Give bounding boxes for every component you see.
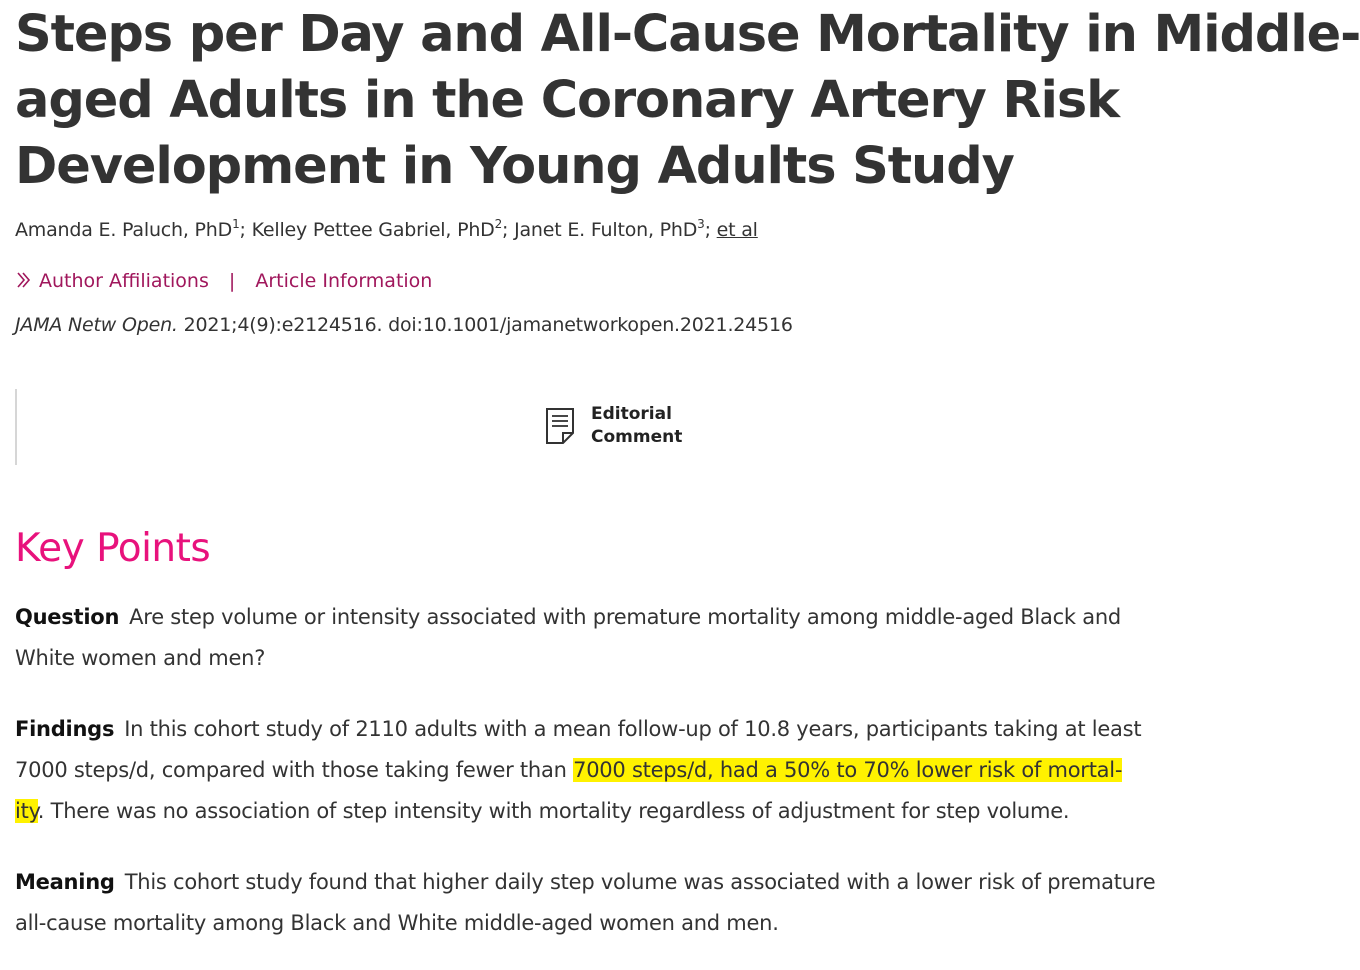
key-point-label: Findings bbox=[15, 717, 115, 741]
citation bbox=[15, 310, 793, 340]
key-point-text: In this cohort study of 2110 adults with a mean follow-up of 10.8 years, participants taking at least bbox=[124, 717, 1142, 741]
related-content-box bbox=[15, 389, 1187, 465]
highlighted-text: 7000 steps/d, had a 50% to 70% lower risk of mortal- bbox=[573, 758, 1123, 782]
affiliation-marker: 2 bbox=[494, 217, 503, 231]
key-point-meaning bbox=[15, 862, 1193, 944]
author-affiliations-link[interactable] bbox=[15, 270, 215, 292]
key-point-text: This cohort study found that higher daily step volume was associated with a lower risk of premature bbox=[124, 870, 1156, 894]
key-point-label: Question bbox=[15, 605, 120, 629]
editorial-comment-label bbox=[591, 403, 711, 449]
highlighted-text: ity bbox=[15, 799, 38, 823]
document-icon bbox=[545, 407, 575, 445]
key-point-label: Meaning bbox=[15, 870, 115, 894]
author-list: Amanda E. Paluch, PhD$^1$; Kelley Pettee Gabriel, PhD$^2$; Janet E. Fulton, PhD$^3$; et al bbox=[15, 217, 758, 241]
key-point-findings bbox=[15, 709, 1193, 832]
affiliation-marker: 1 bbox=[232, 217, 240, 231]
citation-details: 2021;4(9):e2124516. doi:10.1001/jamanetworkopen.2021.24516 bbox=[183, 314, 793, 336]
author-name: Janet E. Fulton, PhD bbox=[514, 219, 698, 241]
title-line: Steps per Day and All-Cause Mortality in Middle- bbox=[15, 5, 1360, 64]
key-point-text: all-cause mortality among Black and White middle-aged women and men. bbox=[15, 911, 779, 935]
link-separator: | bbox=[228, 270, 236, 292]
editorial-label-line: Comment bbox=[591, 427, 683, 447]
author-name: Kelley Pettee Gabriel, PhD bbox=[251, 219, 495, 241]
title-line: aged Adults in the Coronary Artery Risk bbox=[15, 71, 1120, 130]
key-point-text: Are step volume or intensity associated with premature mortality among middle-aged Black and bbox=[129, 605, 1121, 629]
key-point-question bbox=[15, 597, 1193, 679]
editorial-comment-button[interactable] bbox=[545, 403, 711, 449]
article-title bbox=[15, 2, 1360, 200]
key-point-text: . There was no association of step intensity with mortality regardless of adjustment for step volume. bbox=[37, 799, 1070, 823]
article-information-link[interactable]: Article Information bbox=[255, 270, 433, 292]
editorial-label-line: Editorial bbox=[591, 404, 672, 424]
key-point-text: White women and men? bbox=[15, 646, 266, 670]
author-name: Amanda E. Paluch, PhD bbox=[15, 219, 233, 241]
key-point-text: 7000 steps/d, compared with those taking fewer than bbox=[15, 758, 574, 782]
journal-name: JAMA Netw Open. bbox=[15, 314, 178, 336]
author-affiliations-label: Author Affiliations bbox=[39, 270, 209, 292]
article-links bbox=[15, 266, 432, 296]
affiliation-marker: 3 bbox=[697, 217, 705, 231]
title-line: Development in Young Adults Study bbox=[15, 137, 1014, 196]
et-al-link[interactable]: et al bbox=[716, 219, 758, 241]
double-chevron-right-icon bbox=[15, 271, 33, 289]
key-points-heading: Key Points bbox=[15, 526, 211, 571]
